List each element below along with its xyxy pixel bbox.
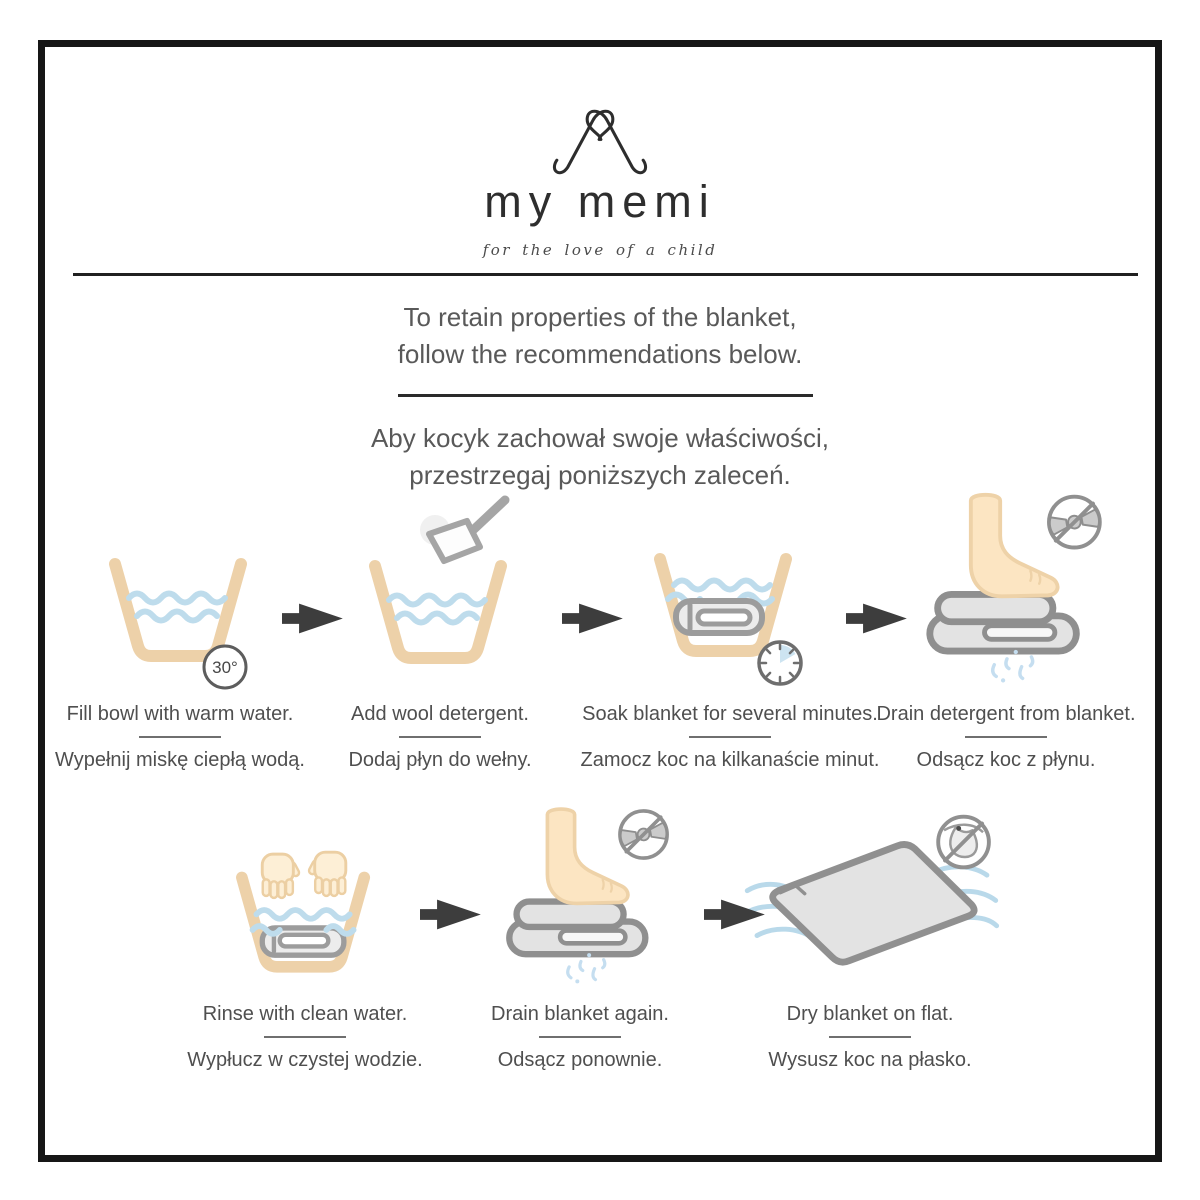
step-caption-pl: Zamocz koc na kilkanaście minut. [580,749,880,771]
arrow-right-icon [562,597,626,640]
foot-pressing [547,809,628,903]
step-caption-pl: Wysusz koc na płasko. [768,1049,972,1071]
soak-blanket-icon [578,488,882,695]
no-hanging-icon [938,817,989,868]
header-divider [73,273,1138,276]
rinse-hands-bowl-icon [155,795,455,995]
add-wool-detergent-icon [290,488,590,695]
clock-icon [759,642,801,684]
step-caption-en: Soak blanket for several minutes. [582,703,878,725]
caption-divider [264,1036,346,1038]
brand-name: my memi [484,176,716,227]
step-caption-en: Rinse with clean water. [202,1003,408,1025]
caption-divider [829,1036,911,1038]
water-drops [567,953,604,983]
step-caption-pl: Dodaj płyn do wełny. [348,749,532,771]
step-caption-en: Dry blanket on flat. [786,1003,954,1025]
fill-bowl-warm-water-icon [30,488,330,695]
heading-polish [0,420,1200,494]
heading-english [0,299,1200,373]
flat-blanket [772,845,973,963]
step-caption-en: Drain blanket again. [491,1003,669,1025]
caption-divider [689,736,771,738]
scoop-handle [471,500,505,532]
caption-divider [139,736,221,738]
arrow-right-icon [846,597,910,640]
heading-pl-line1: Aby kocyk zachował swoje właściwości, [370,423,830,453]
arrow-right-icon [704,893,768,936]
no-wringing-icon [1048,497,1100,548]
caption-divider [399,736,481,738]
step-caption-pl: Odsącz ponownie. [497,1049,663,1071]
heading-en-line2: follow the recommendations below. [397,339,803,369]
heading-pl-line2: przestrzegaj poniższych zaleceń. [409,460,791,490]
temperature-badge-label: 30° [211,658,238,677]
monogram-heart-m-icon [546,90,654,180]
heading-en-line1: To retain properties of the blanket, [403,302,797,332]
hands [262,852,346,898]
arrow-right-icon [282,597,346,640]
step-caption-pl: Wypłucz w czystej wodzie. [187,1049,423,1071]
step-caption-pl: Wypełnij miskę ciepłą wodą. [55,749,305,771]
brand-tagline: for the love of a child [482,241,718,259]
headings-divider [398,394,813,397]
step-caption-en: Fill bowl with warm water. [66,703,294,725]
step-caption-en: Drain detergent from blanket. [876,703,1136,725]
caption-divider [539,1036,621,1038]
water-drops [992,650,1032,683]
step-rinse [155,795,455,1073]
step-caption-pl: Odsącz koc z płynu. [916,749,1096,771]
foot-pressing [970,495,1057,597]
no-wringing-icon [619,811,667,858]
caption-divider [965,736,1047,738]
drain-blanket-foot-icon [858,488,1154,695]
arrow-right-icon [420,893,484,936]
step-caption-en: Add wool detergent. [351,703,529,725]
